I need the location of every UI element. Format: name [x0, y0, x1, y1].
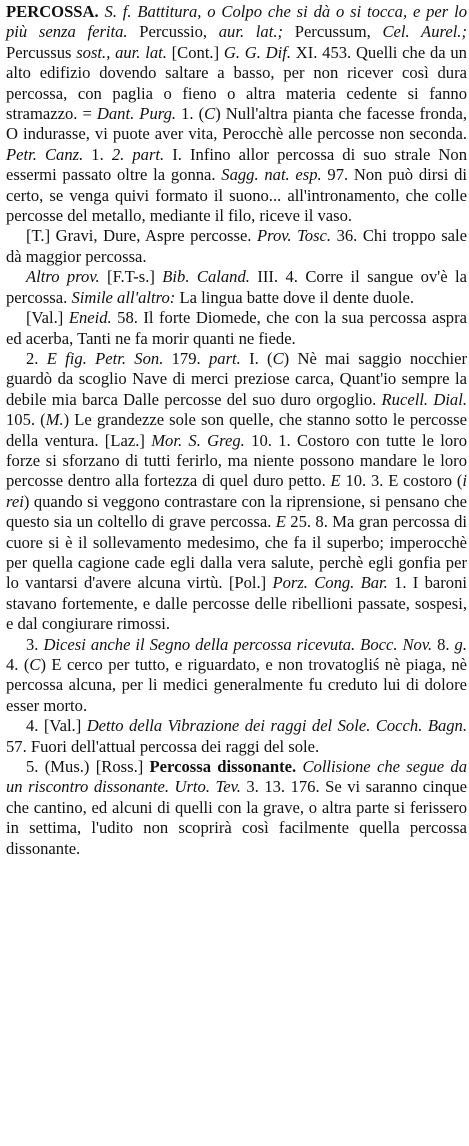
text-run: C: [29, 655, 41, 674]
text-run: Collisione che segue da un riscontro dissonante. Urto. Tev.: [6, 757, 467, 797]
text-run: XI. 453. Quelli che da un alto edifizio dovendo saltare a basso, per non ricever così dura percossa, con paglia o fieno o altra materia cedente si fanno stramazzo. =: [6, 42, 467, 124]
text-run: G. G. Dif.: [223, 42, 291, 62]
entry-paragraph-altro-proverbio: [6, 267, 467, 308]
text-run: Rucell. Dial.: [381, 389, 467, 409]
text-run: III. 4. Corre il sangue ov'è la percossa.: [6, 267, 467, 307]
text-run: 58. Il forte Diomede, che con la sua percossa aspra ed acerba, Tanti ne fa morir quanti ne fiede.: [6, 308, 467, 348]
text-run: E fig. Petr. Son.: [46, 348, 164, 368]
text-run: S. f. Battitura, o Colpo che si dà o si tocca, e per lo più senza ferita.: [6, 2, 467, 42]
text-run: 5. (Mus.) [Ross.]: [26, 757, 150, 777]
text-run: 3. 13. 176. Se vi saranno cinque che cantino, ed alcuni di quelli con la grave, o altra parte si ferissero in settima, l'udito non scoprirà così facilmente quella percossa dissonante.: [6, 777, 467, 858]
text-run: E: [330, 471, 341, 491]
text-run: E: [275, 512, 286, 532]
text-run: I. Infino allor percossa di suo strale Non essermi passato oltre la gonna.: [6, 144, 468, 185]
text-run: Dicesi anche il Segno della percossa ricevuta. Bocc. Nov.: [43, 634, 433, 654]
text-run: ) E cerco per tutto, e riguardato, e non trovatogliś nè piaga, nè percossa alcuna, per li medici generalmente fu creduto lui di dolore esser morto.: [6, 655, 468, 715]
text-run: Simile all'altro:: [71, 287, 176, 307]
text-run: 3.: [26, 634, 44, 654]
text-run: Petr. Canz.: [6, 144, 84, 164]
text-run: 2. part.: [111, 144, 165, 164]
text-run: [F.T-s.]: [99, 267, 163, 287]
entry-sense-5: [6, 757, 467, 859]
text-run: 25. 8. Ma gran percossa di cuore si è il sollevamento medesimo, che fa il superbo; imperocchè per quella cagione cade egli dalla vera salute, perchè egli gonfia per lo vantarsi d'avere alcuna virtù. [Pol.]: [6, 512, 467, 593]
text-run: [Val.]: [26, 308, 69, 328]
text-run: part.: [208, 348, 241, 368]
text-run: ) Null'altra pianta che facesse fronda, O indurasse, vi puote aver vita, Perocchè alle percosse non seconda.: [6, 104, 467, 144]
text-run: 105. (: [6, 410, 46, 430]
text-run: C: [204, 104, 216, 124]
text-run: I. (: [240, 348, 273, 368]
text-run: Cel. Aurel.;: [382, 22, 467, 42]
text-run: 4. [Val.]: [26, 716, 87, 736]
text-run: Percussus: [6, 42, 77, 62]
text-run: 10. 1. Costoro con tutte le loro forze si sforzano di tutti ferirlo, ma niente possono mandare le loro percosse dentro alla fortezza di quel duro petto.: [6, 430, 468, 491]
text-run: i rei: [6, 471, 467, 511]
text-run: 1. (: [176, 104, 205, 124]
text-run: Percussio,: [127, 22, 219, 42]
text-run: 36. Chi troppo sale dà maggior percossa.: [6, 226, 467, 266]
text-run: Dant. Purg.: [96, 104, 177, 124]
text-run: 179.: [163, 348, 209, 368]
text-run: 8.: [432, 634, 455, 654]
text-run: [T.] Gravi, Dure, Aspre percosse.: [26, 226, 257, 246]
text-run: Percussum,: [283, 22, 383, 42]
text-run: Detto della Vibrazione dei raggi del Sole. Cocch. Bagn.: [86, 716, 468, 736]
entry-sense-2: [6, 349, 467, 635]
text-run: M.: [45, 410, 64, 430]
text-run: Porz. Cong. Bar.: [272, 573, 388, 593]
text-run: Eneid.: [68, 308, 112, 328]
text-run: g.: [454, 634, 467, 654]
text-run: 1.: [83, 144, 112, 164]
text-run: aur. lat.;: [218, 22, 284, 42]
text-run: ) Le grandezze sole son quelle, che stanno sotto le percosse della ventura. [Laz.]: [6, 410, 467, 450]
text-run: La lingua batte dove il dente duole.: [175, 287, 415, 307]
entry-paragraph-eneide: [6, 308, 467, 349]
text-run: Prov. Tosc.: [256, 226, 332, 246]
text-run: 2.: [26, 348, 47, 368]
text-run: 57. Fuori dell'attual percossa dei raggi del sole.: [6, 736, 320, 756]
text-run: 97. Non può dirsi di certo, se venga quivi formato il suono... all'intronamento, che colle percosse del metallo, mediante il filo, riceve il vaso.: [6, 165, 467, 226]
text-run: 4. (: [6, 655, 30, 674]
entry-sense-4: [6, 716, 467, 757]
text-run: sost., aur. lat.: [76, 42, 167, 62]
text-run: 1. I baroni stavano fortemente, e dalle percosse delle ribellioni passate, sospesi, e dal congiurare rimossi.: [6, 573, 467, 634]
entry-sense-3: [6, 635, 467, 717]
text-run: 10. 3. E costoro (: [340, 471, 463, 491]
text-run: Altro prov.: [26, 267, 100, 287]
text-run: ) Nè mai saggio nocchier guardò da scoglio Nave di merci preziose carca, Quant'io sempre la debile mia barca Dalle percosse del suo duro orgoglio.: [6, 348, 468, 409]
text-run: PERCOSSA.: [6, 2, 99, 21]
text-run: ) quando si veggono contrastare con la riprensione, si pensano che questo sia un coltello di grave percossa.: [6, 491, 467, 532]
entry-paragraph-proverb: [6, 226, 467, 267]
text-run: [Cont.]: [166, 42, 224, 62]
text-run: Sagg. nat. esp.: [221, 165, 322, 185]
text-run: Mor. S. Greg.: [151, 430, 245, 450]
text-run: Bib. Caland.: [162, 267, 250, 287]
text-run: C: [272, 348, 284, 368]
text-run: Percossa dissonante.: [149, 757, 297, 777]
entry-paragraph-main: [6, 2, 467, 226]
